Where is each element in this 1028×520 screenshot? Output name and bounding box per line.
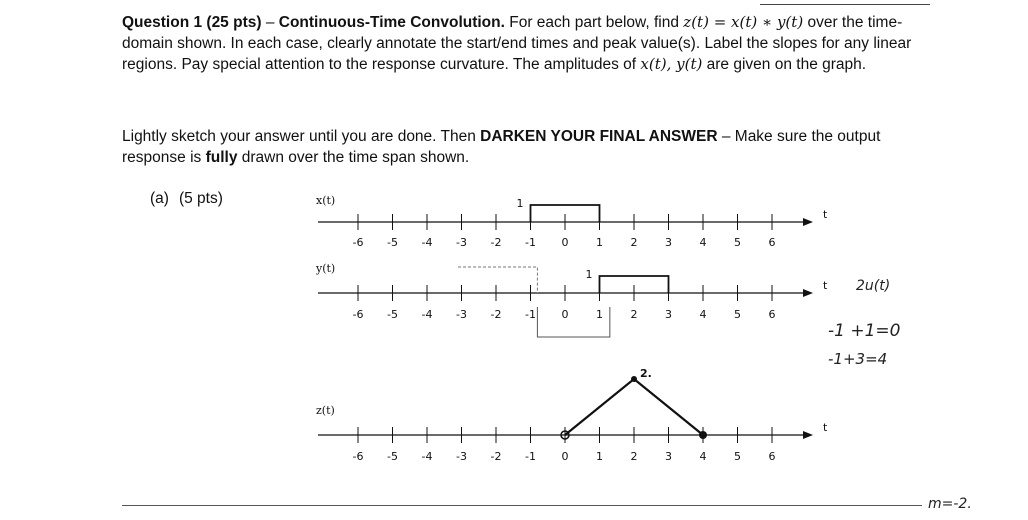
x-tick-label: 0 bbox=[561, 236, 569, 249]
y-axis-arrow-icon bbox=[803, 289, 813, 297]
instructions-text-1: Lightly sketch your answer until you are done. Then bbox=[122, 128, 481, 145]
x-tick-label: -3 bbox=[456, 236, 467, 249]
z-tick-label: -5 bbox=[387, 450, 398, 463]
z-tick-label: -4 bbox=[421, 450, 433, 463]
x-tick-label: 4 bbox=[699, 236, 707, 249]
instructions-emphasis: DARKEN YOUR FINAL ANSWER bbox=[480, 128, 718, 145]
z-signal-label: z(t) bbox=[316, 404, 335, 417]
y-tick-label: -5 bbox=[387, 308, 398, 321]
y-tick-label: 5 bbox=[734, 308, 741, 321]
z-tick-label: -3 bbox=[456, 450, 467, 463]
z-tick-label: 4 bbox=[699, 450, 707, 463]
x-tick-label: 6 bbox=[768, 236, 776, 249]
x-tick-label: 5 bbox=[734, 236, 741, 249]
handwritten-note-4: m=-2. bbox=[928, 496, 972, 512]
convolution-equation: z(t) = x(t) ∗ y(t) bbox=[683, 13, 804, 31]
z-triangle-response bbox=[565, 379, 703, 435]
z-t-label: t bbox=[823, 421, 828, 434]
part-points: (5 pts) bbox=[178, 190, 223, 207]
question-title: Question 1 (25 pts) bbox=[122, 14, 262, 31]
part-label: (a) bbox=[150, 190, 169, 207]
z-tick-label: 5 bbox=[734, 450, 741, 463]
signals-equation: x(t), y(t) bbox=[640, 55, 703, 73]
footer-rule bbox=[122, 505, 922, 506]
z-tick-label: 6 bbox=[768, 450, 776, 463]
y-tick-label: -3 bbox=[456, 308, 467, 321]
z-end-marker bbox=[699, 431, 707, 439]
y-tick-label: -6 bbox=[352, 308, 364, 321]
y-amplitude-label: 1 bbox=[585, 268, 593, 281]
z-tick-label: 2 bbox=[630, 450, 638, 463]
z-peak-dot bbox=[631, 376, 637, 382]
y-tick-label: 4 bbox=[699, 308, 707, 321]
x-tick-label: -2 bbox=[490, 236, 502, 249]
instructions-emphasis-2: fully bbox=[205, 149, 238, 166]
x-tick-label: -1 bbox=[525, 236, 536, 249]
instructions-text-3: drawn over the time span shown. bbox=[237, 149, 470, 166]
x-t-label: t bbox=[823, 208, 828, 221]
z-peak-label: 2. bbox=[640, 367, 652, 380]
handwritten-note-1: 2u(t) bbox=[856, 278, 891, 294]
y-tick-label: -1 bbox=[525, 308, 536, 321]
x-amplitude-label: 1 bbox=[516, 197, 524, 210]
handwritten-note-2: -1 +1=0 bbox=[828, 321, 901, 341]
question-topic: Continuous-Time Convolution. bbox=[278, 14, 505, 31]
y-signal-label: y(t) bbox=[316, 262, 336, 275]
y-tick-label: 3 bbox=[665, 308, 672, 321]
x-tick-label: 1 bbox=[596, 236, 603, 249]
y-tick-label: -4 bbox=[421, 308, 433, 321]
y-tick-label: 2 bbox=[630, 308, 638, 321]
instructions-text-2: – Make sure the output response is bbox=[122, 128, 881, 166]
z-axis-arrow-icon bbox=[803, 431, 813, 439]
x-tick-label: 3 bbox=[665, 236, 672, 249]
z-tick-label: 1 bbox=[596, 450, 603, 463]
z-tick-label: 0 bbox=[561, 450, 569, 463]
question-text-3: are given on the graph. bbox=[702, 56, 867, 73]
z-tick-label: -2 bbox=[490, 450, 502, 463]
y-t-label: t bbox=[823, 279, 828, 292]
x-tick-label: -5 bbox=[387, 236, 398, 249]
y-tick-label: 6 bbox=[768, 308, 776, 321]
y-tick-label: 0 bbox=[561, 308, 569, 321]
x-tick-label: 2 bbox=[630, 236, 638, 249]
x-axis-arrow-icon bbox=[803, 218, 813, 226]
question-text-2: over the time-domain shown. In each case, clearly annotate the start/end times and peak value(s). Label the slopes for any linear regions. Pay special attention to the response curvature. The amplitudes of bbox=[122, 14, 912, 73]
y-tick-label: -2 bbox=[490, 308, 502, 321]
question-dash: – bbox=[261, 14, 279, 31]
x-tick-label: -4 bbox=[421, 236, 433, 249]
x-tick-label: -6 bbox=[352, 236, 364, 249]
y-sketch-flipped bbox=[458, 267, 537, 293]
z-tick-label: -6 bbox=[352, 450, 364, 463]
x-signal-label: x(t) bbox=[316, 194, 336, 207]
y-tick-label: 1 bbox=[596, 308, 603, 321]
z-tick-label: 3 bbox=[665, 450, 672, 463]
handwritten-note-3: -1+3=4 bbox=[828, 350, 888, 368]
z-tick-label: -1 bbox=[525, 450, 536, 463]
question-text-1: For each part below, find bbox=[504, 14, 684, 31]
